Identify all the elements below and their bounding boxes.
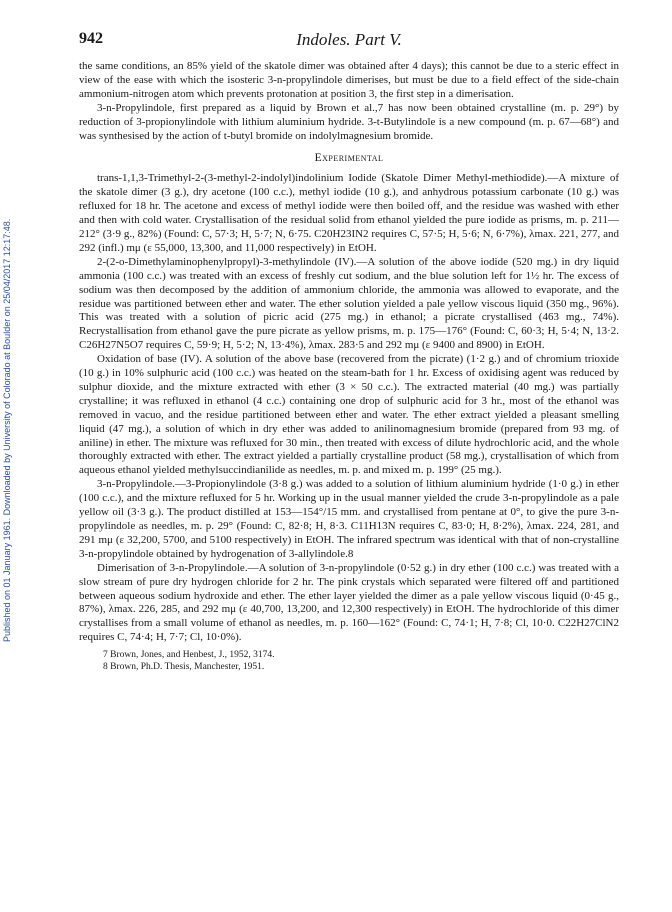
reference-7: 7 Brown, Jones, and Henbest, J., 1952, 3174. [103,650,275,661]
publication-sidebar-note: Published on 01 January 1961. Downloaded by University of Colorado at Boulder on 25/04/2017 12:17:48. [2,218,12,642]
experimental-paragraph-4: 3-n-Propylindole.—3-Propionylindole (3·8 g.) was added to a solution of lithium aluminium hydride (1·0 g.) in ether (100 c.c.), and the mixture refluxed for 5 hr. Working up in the usual manner yielded the crude 3-n-propylindole as a pale yellow oil (3·3 g.). The product distilled at 153—154°/15 mm. and crystallised from pentane at 0°, to give the pure 3-n-propylindole as needles, m. p. 29° (Found: C, 82·8; H, 8·3. C11H13N requires C, 83·0; H, 8·2%), λmax. 224, 281, and 291 mμ (ε 32,200, 5700, and 5100 respectively) in EtOH. The infrared spectrum was identical with that of non-crystalline 3-n-propylindole obtained by hydrogenation of 3-allylindole.8 [79,478,619,560]
page-number: 942 [79,30,103,47]
page-header [79,30,619,54]
experimental-paragraph-2: 2-(2-o-Dimethylaminophenylpropyl)-3-methylindole (IV).—A solution of the above iodide (520 mg.) in dry liquid ammonia (100 c.c.) was treated with an excess of freshly cut sodium, and the blue solution left for 1½ hr. The excess of sodium was then decomposed by the addition of ammonium chloride, the ammonia was allowed to evaporate, and the residue was partitioned between ether and water. The ether solution yielded a pale yellow viscous liquid (350 mg., 96%). This was treated with a solution of picric acid (275 mg.) in ethanol; a picrate crystallised (463 mg., 74%). Recrystallisation from ethanol gave the pure picrate as yellow prisms, m. p. 175—176° (Found: C, 60·3; H, 5·4; N, 13·2. C26H27N5O7 requires C, 59·9; H, 5·2; N, 13·4%), λmax. 283·5 and 292 mμ (ε 9400 and 8900) in EtOH. [79,255,619,352]
experimental-paragraph-1: trans-1,1,3-Trimethyl-2-(3-methyl-2-indolyl)indolinium Iodide (Skatole Dimer Methyl-methiodide).—A mixture of the skatole dimer (3 g.), dry acetone (100 c.c.), methyl iodide (10 g.), and anhydrous potassium carbonate (10 g.) was refluxed for 18 hr. The acetone and excess of methyl iodide were then boiled off, and the residue was washed with ether and then with cold water. Crystallisation of the residual solid from ethanol yielded the pure iodide as prisms, m. p. 211—212° (3·9 g., 82%) (Found: C, 57·3; H, 5·7; N, 6·75. C20H23IN2 requires C, 57·5; H, 5·6; N, 6·7%), λmax. 221, 277, and 292 (infl.) mμ (ε 55,000, 13,300, and 11,000 respectively) in EtOH. [79,172,619,254]
experimental-paragraph-3: Oxidation of base (IV). A solution of the above base (recovered from the picrate) (1·2 g.) and of chromium trioxide (10 g.) in 10% sulphuric acid (100 c.c.) was heated on the steam-bath for 1 hr. Excess of oxidising agent was reduced by sulphur dioxide, and the mixture extracted with ether (3 × 50 c.c.). The extracted material (40 mg.) was partially crystalline; it was refluxed in ethanol (4 c.c.) containing one drop of sulphuric acid for 3 hr., most of the ethanol was removed in vacuo, and the residue partitioned between ether and water. The ether extract yielded a pleasant smelling liquid (47 mg.), a solution of which in dry ether was added to anilinomagnesium bromide (prepared from 93 mg. of aniline) in ether. The mixture was refluxed for 30 min., then treated with excess of dilute hydrochloric acid, and the whole thoroughly extracted with ether. The extract yielded a partially crystalline product (58 mg.), crystallisation of which from aqueous ethanol yielded methylsuccindianilide as needles, m. p. and mixed m. p. 199° (25 mg.). [79,353,619,477]
experimental-paragraph-5: Dimerisation of 3-n-Propylindole.—A solution of 3-n-propylindole (0·52 g.) in dry ether (100 c.c.) was treated with a slow stream of pure dry hydrogen chloride for 2 hr. The pink crystals which separated were filtered off and partitioned between aqueous sodium hydroxide and ether. The ether layer yielded the dimer as a pale yellow viscous liquid (0·45 g., 87%), λmax. 226, 285, and 292 mμ (ε 40,700, 13,200, and 12,300 respectively) in EtOH. The hydrochloride of this dimer crystallises from a small volume of ethanol as needles, m. p. 160—162° (Found: C, 74·1; H, 7·8; Cl, 10·0. C22H27ClN2 requires C, 74·4; H, 7·7; Cl, 10·0%). [79,561,619,644]
article-body [79,60,619,673]
intro-paragraph-1: the same conditions, an 85% yield of the skatole dimer was obtained after 4 days); this cannot be due to a steric effect in view of the ease with which the isosteric 3-n-propylindole dimerises, but must be due to a field effect of the side-chain ammonium-nitrogen atom which prevents protonation at position 3, the first step in a dimerisation. [79,60,619,100]
footnote-references [79,649,619,673]
running-title: Indoles. Part V. [296,30,402,49]
section-heading: Experimental [314,152,384,165]
intro-paragraph-2: 3-n-Propylindole, first prepared as a liquid by Brown et al.,7 has now been obtained crystalline (m. p. 29°) by reduction of 3-propionylindole with lithium aluminium hydride. 3-t-Butylindole is a new compound (m. p. 67—68°) and was synthesised by the action of t-butyl bromide on indolylmagnesium bromide. [79,101,619,142]
reference-8: 8 Brown, Ph.D. Thesis, Manchester, 1951. [103,662,265,673]
